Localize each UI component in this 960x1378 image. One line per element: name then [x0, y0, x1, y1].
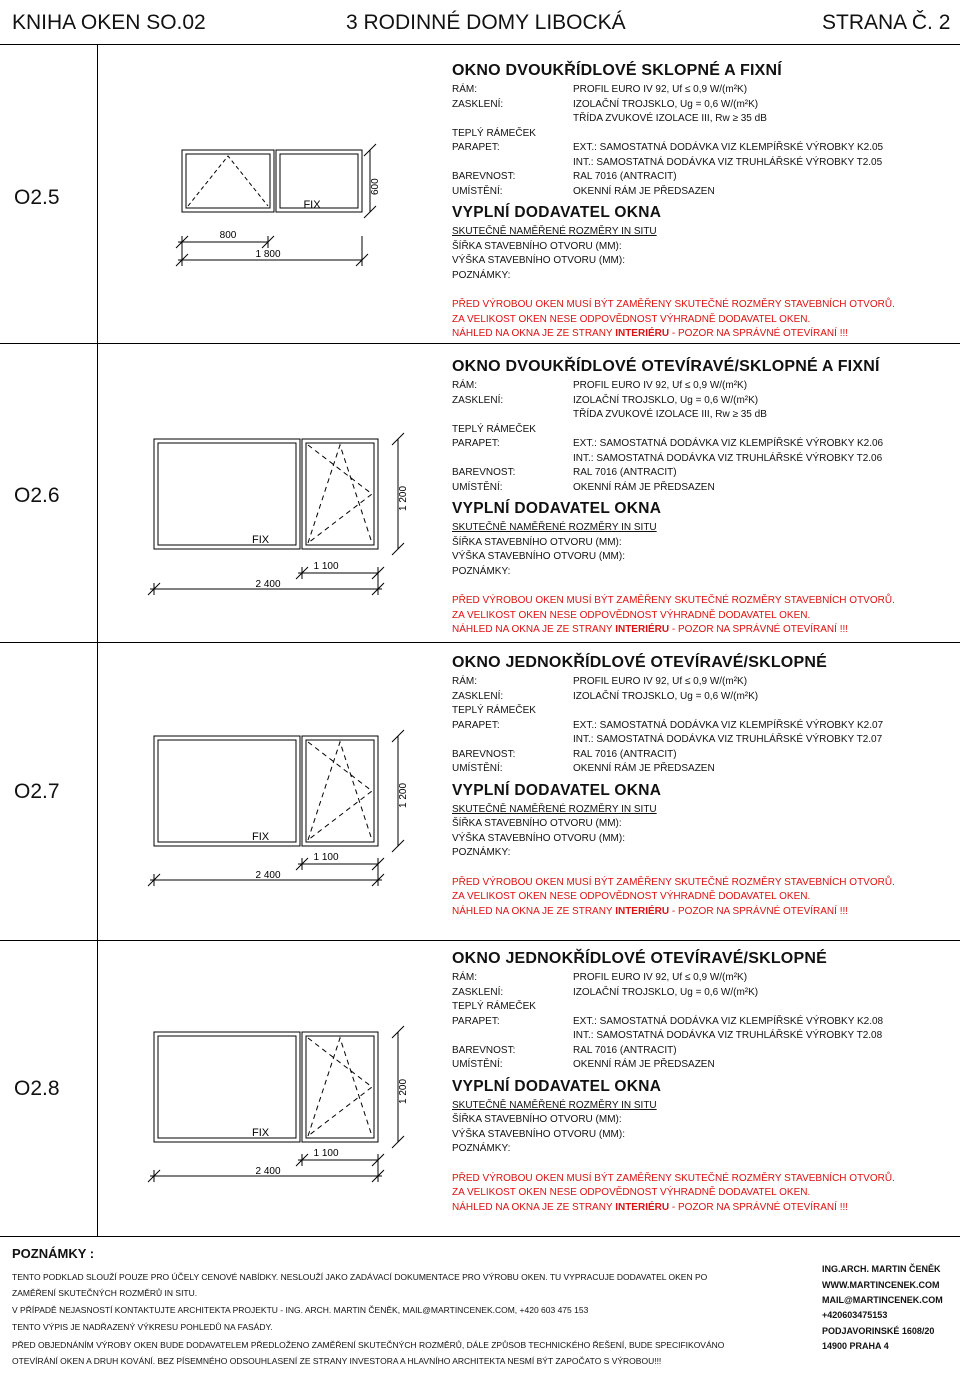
row-divider — [0, 343, 960, 344]
value-parapet-int: INT.: SAMOSTATNÁ DODÁVKA VIZ TRUHLÁŘSKÉ VÝROBKY T2.06 — [573, 452, 883, 464]
label-ram: RÁM: — [452, 676, 477, 687]
window-spec-o2-5 — [452, 62, 952, 342]
window-title: OKNO JEDNOKŘÍDLOVÉ OTEVÍRAVÉ/SKLOPNÉ — [452, 654, 827, 671]
value-umisteni: OKENNÍ RÁM JE PŘEDSAZEN — [573, 481, 715, 493]
footer-line: V PŘÍPADĚ NEJASNOSTÍ KONTAKTUJTE ARCHITEKTA PROJEKTU - ING. ARCH. MARTIN ČENĚK, MAIL@MARTINCENEK.COM, +420 603 475 153 — [12, 1305, 589, 1315]
label-ram: RÁM: — [452, 84, 477, 95]
skutecne-label: SKUTEČNĚ NAMĚŘENÉ ROZMĚRY IN SITU — [452, 226, 657, 237]
footer-line: TENTO PODKLAD SLOUŽÍ POUZE PRO ÚČELY CENOVÉ NABÍDKY. NESLOUŽÍ JAKO ZADÁVACÍ DOKUMENTACE PRO VÝROBU OKEN. TU VYPRACUJE DODAVATEL OKEN PO — [12, 1272, 708, 1282]
label-parapet: PARAPET: — [452, 142, 500, 153]
label-teply: TEPLÝ RÁMEČEK — [452, 1001, 536, 1012]
vyska-label: VÝŠKA STAVEBNÍHO OTVORU (MM): — [452, 255, 625, 266]
footer-line: PŘED OBJEDNÁNÍM VÝROBY OKEN BUDE DODAVATELEM PŘEDLOŽENO ZAMĚŘENÍ SKUTEČNÝCH ROZMĚRŮ, DÁLE ZPŮSOB TECHNICKÉHO ŘEŠENÍ, BUDE SPECIFIKOVÁNO — [12, 1340, 725, 1350]
dim-height: 600 — [370, 178, 381, 195]
label-barevnost: BAREVNOST: — [452, 171, 516, 182]
window-drawing-o2-8 — [98, 1018, 438, 1198]
value-barevnost: RAL 7016 (ANTRACIT) — [573, 1044, 677, 1056]
value-trida: TŘÍDA ZVUKOVÉ IZOLACE III, Rw ≥ 35 dB — [573, 113, 767, 124]
label-barevnost: BAREVNOST: — [452, 748, 516, 760]
vyplni-heading: VYPLNÍ DODAVATEL OKNA — [452, 1077, 662, 1095]
value-umisteni: OKENNÍ RÁM JE PŘEDSAZEN — [573, 1059, 715, 1070]
window-title: OKNO DVOUKŘÍDLOVÉ OTEVÍRAVÉ/SKLOPNÉ A FIXNÍ — [452, 358, 880, 375]
sirka-label: ŠÍŘKA STAVEBNÍHO OTVORU (MM): — [452, 240, 622, 252]
poznamky-label: POZNÁMKY: — [452, 565, 511, 577]
dim-height: 1 200 — [398, 485, 409, 511]
value-parapet-ext: EXT.: SAMOSTATNÁ DODÁVKA VIZ KLEMPÍŘSKÉ VÝROBKY K2.08 — [573, 1015, 884, 1027]
vyska-label: VÝŠKA STAVEBNÍHO OTVORU (MM): — [452, 551, 625, 562]
warning-note-1: PŘED VÝROBOU OKEN MUSÍ BÝT ZAMĚŘENY SKUTEČNÉ ROZMĚRY STAVEBNÍCH OTVORŮ. — [452, 876, 895, 888]
document-title: KNIHA OKEN SO.02 — [12, 11, 206, 34]
value-parapet-ext: EXT.: SAMOSTATNÁ DODÁVKA VIZ KLEMPÍŘSKÉ VÝROBKY K2.06 — [573, 438, 884, 449]
value-ram: PROFIL EURO IV 92, Uf ≤ 0,9 W/(m²K) — [573, 84, 748, 95]
value-barevnost: RAL 7016 (ANTRACIT) — [573, 171, 677, 182]
architect-website: WWW.MARTINCENEK.COM — [822, 1280, 940, 1290]
warning-note-1: PŘED VÝROBOU OKEN MUSÍ BÝT ZAMĚŘENY SKUTEČNÉ ROZMĚRY STAVEBNÍCH OTVORŮ. — [452, 299, 895, 310]
label-parapet: PARAPET: — [452, 1015, 500, 1027]
dim-part: 1 100 — [313, 852, 339, 863]
dim-total: 2 400 — [255, 579, 281, 590]
warning-note-3: NÁHLED NA OKNA JE ZE STRANY INTERIÉRU - POZOR NA SPRÁVNÉ OTEVÍRANÍ !!! — [452, 905, 849, 917]
window-code: O2.8 — [14, 1077, 60, 1100]
page-header — [0, 0, 960, 45]
value-zasklení: IZOLAČNÍ TROJSKLO, Ug = 0,6 W/(m²K) — [573, 98, 759, 110]
label-umisteni: UMÍSTĚNÍ: — [452, 185, 503, 197]
label-zasklení: ZASKLENÍ: — [452, 394, 504, 406]
row-divider — [0, 940, 960, 941]
dim-total: 2 400 — [255, 870, 281, 881]
window-code: O2.5 — [14, 186, 60, 209]
warning-note-1: PŘED VÝROBOU OKEN MUSÍ BÝT ZAMĚŘENY SKUTEČNÉ ROZMĚRY STAVEBNÍCH OTVORŮ. — [452, 595, 895, 606]
value-zasklení: IZOLAČNÍ TROJSKLO, Ug = 0,6 W/(m²K) — [573, 690, 759, 702]
value-parapet-int: INT.: SAMOSTATNÁ DODÁVKA VIZ TRUHLÁŘSKÉ VÝROBKY T2.05 — [573, 156, 883, 168]
value-parapet-int: INT.: SAMOSTATNÁ DODÁVKA VIZ TRUHLÁŘSKÉ VÝROBKY T2.07 — [573, 734, 883, 745]
label-barevnost: BAREVNOST: — [452, 467, 516, 478]
warning-note-1: PŘED VÝROBOU OKEN MUSÍ BÝT ZAMĚŘENY SKUTEČNÉ ROZMĚRY STAVEBNÍCH OTVORŮ. — [452, 1172, 895, 1184]
window-code: O2.7 — [14, 780, 60, 803]
value-barevnost: RAL 7016 (ANTRACIT) — [573, 467, 677, 478]
dim-total: 2 400 — [255, 1166, 281, 1177]
value-barevnost: RAL 7016 (ANTRACIT) — [573, 748, 677, 760]
sirka-label: ŠÍŘKA STAVEBNÍHO OTVORU (MM): — [452, 536, 622, 548]
label-zasklení: ZASKLENÍ: — [452, 690, 504, 702]
window-drawing-o2-7 — [98, 722, 438, 902]
dim-part: 800 — [219, 230, 237, 241]
poznamky-label: POZNÁMKY: — [452, 847, 511, 858]
window-drawing-o2-6 — [98, 425, 438, 605]
warning-note-2: ZA VELIKOST OKEN NESE ODPOVĚDNOST VÝHRADNĚ DODAVATEL OKEN. — [452, 1187, 811, 1198]
warning-note-3: NÁHLED NA OKNA JE ZE STRANY INTERIÉRU - POZOR NA SPRÁVNÉ OTEVÍRANÍ !!! — [452, 328, 849, 339]
warning-note-3: NÁHLED NA OKNA JE ZE STRANY INTERIÉRU - POZOR NA SPRÁVNÉ OTEVÍRANÍ !!! — [452, 624, 849, 635]
value-ram: PROFIL EURO IV 92, Uf ≤ 0,9 W/(m²K) — [573, 972, 748, 983]
vyplni-heading: VYPLNÍ DODAVATEL OKNA — [452, 781, 662, 799]
label-teply: TEPLÝ RÁMEČEK — [452, 705, 536, 716]
dim-height: 1 200 — [398, 1078, 409, 1104]
value-umisteni: OKENNÍ RÁM JE PŘEDSAZEN — [573, 763, 715, 774]
vyska-label: VÝŠKA STAVEBNÍHO OTVORU (MM): — [452, 1128, 625, 1140]
project-name: 3 RODINNÉ DOMY LIBOCKÁ — [346, 11, 626, 34]
vyplni-heading: VYPLNÍ DODAVATEL OKNA — [452, 500, 662, 517]
dim-part: 1 100 — [313, 561, 339, 572]
row-divider — [0, 642, 960, 643]
window-spec-o2-7 — [452, 654, 952, 919]
value-parapet-int: INT.: SAMOSTATNÁ DODÁVKA VIZ TRUHLÁŘSKÉ VÝROBKY T2.08 — [573, 1030, 883, 1041]
window-drawing-o2-5 — [98, 120, 438, 270]
poznamky-label: POZNÁMKY: — [452, 269, 511, 281]
label-ram: RÁM: — [452, 972, 477, 983]
skutecne-label: SKUTEČNĚ NAMĚŘENÉ ROZMĚRY IN SITU — [452, 522, 657, 533]
value-trida: TŘÍDA ZVUKOVÉ IZOLACE III, Rw ≥ 35 dB — [573, 409, 767, 420]
warning-note-2: ZA VELIKOST OKEN NESE ODPOVĚDNOST VÝHRADNĚ DODAVATEL OKEN. — [452, 609, 811, 621]
footer-notes — [0, 1236, 960, 1378]
footer-line: OTEVÍRÁNÍ OKEN A DRUH KOVÁNÍ. BEZ PÍSEMNÉHO ODSOUHLASENÍ ZE STRANY INVESTORA A HLAVNÍHO ARCHITEKTA NESMÍ BÝT ZAPOČATO S VÝROBOU!!! — [12, 1356, 662, 1366]
label-barevnost: BAREVNOST: — [452, 1044, 516, 1056]
dim-part: 1 100 — [313, 1148, 339, 1159]
label-umisteni: UMÍSTĚNÍ: — [452, 481, 503, 493]
value-zasklení: IZOLAČNÍ TROJSKLO, Ug = 0,6 W/(m²K) — [573, 986, 759, 998]
fix-label: FIX — [252, 831, 270, 843]
skutecne-label: SKUTEČNĚ NAMĚŘENÉ ROZMĚRY IN SITU — [452, 1099, 657, 1111]
dim-height: 1 200 — [398, 782, 409, 808]
value-zasklení: IZOLAČNÍ TROJSKLO, Ug = 0,6 W/(m²K) — [573, 394, 759, 406]
window-title: OKNO DVOUKŘÍDLOVÉ SKLOPNÉ A FIXNÍ — [452, 62, 782, 79]
vyplni-heading: VYPLNÍ DODAVATEL OKNA — [452, 204, 662, 221]
footer-title: POZNÁMKY : — [12, 1246, 95, 1261]
value-parapet-ext: EXT.: SAMOSTATNÁ DODÁVKA VIZ KLEMPÍŘSKÉ VÝROBKY K2.07 — [573, 719, 884, 731]
warning-note-3: NÁHLED NA OKNA JE ZE STRANY INTERIÉRU - POZOR NA SPRÁVNÉ OTEVÍRANÍ !!! — [452, 1201, 849, 1213]
dim-total: 1 800 — [255, 249, 281, 260]
page-number: STRANA Č. 2 — [822, 11, 951, 34]
footer-line: TENTO VÝPIS JE NADŘAZENÝ VÝKRESU POHLEDŮ NA FASÁDY. — [12, 1322, 273, 1332]
architect-street: PODJAVORINSKÉ 1608/20 — [822, 1326, 935, 1336]
architect-name: ING.ARCH. MARTIN ČENĚK — [822, 1264, 941, 1274]
fix-label: FIX — [303, 199, 321, 211]
label-teply: TEPLÝ RÁMEČEK — [452, 423, 536, 435]
label-teply: TEPLÝ RÁMEČEK — [452, 127, 536, 139]
footer-line: ZAMĚŘENÍ SKUTEČNÝCH ROZMĚRŮ IN SITU. — [12, 1288, 198, 1298]
warning-note-2: ZA VELIKOST OKEN NESE ODPOVĚDNOST VÝHRADNĚ DODAVATEL OKEN. — [452, 891, 811, 902]
window-spec-o2-8 — [452, 950, 952, 1215]
value-parapet-ext: EXT.: SAMOSTATNÁ DODÁVKA VIZ KLEMPÍŘSKÉ VÝROBKY K2.05 — [573, 142, 884, 153]
poznamky-label: POZNÁMKY: — [452, 1143, 511, 1154]
fix-label: FIX — [252, 1127, 270, 1139]
value-ram: PROFIL EURO IV 92, Uf ≤ 0,9 W/(m²K) — [573, 380, 748, 391]
window-title: OKNO JEDNOKŘÍDLOVÉ OTEVÍRAVÉ/SKLOPNÉ — [452, 950, 827, 967]
sirka-label: ŠÍŘKA STAVEBNÍHO OTVORU (MM): — [452, 1114, 622, 1125]
label-zasklení: ZASKLENÍ: — [452, 986, 504, 998]
sirka-label: ŠÍŘKA STAVEBNÍHO OTVORU (MM): — [452, 818, 622, 829]
skutecne-label: SKUTEČNĚ NAMĚŘENÉ ROZMĚRY IN SITU — [452, 803, 657, 815]
architect-phone: +420603475153 — [822, 1310, 888, 1320]
warning-note-2: ZA VELIKOST OKEN NESE ODPOVĚDNOST VÝHRADNĚ DODAVATEL OKEN. — [452, 313, 811, 325]
label-ram: RÁM: — [452, 380, 477, 391]
fix-label: FIX — [252, 534, 270, 546]
architect-city: 14900 PRAHA 4 — [822, 1341, 889, 1351]
label-parapet: PARAPET: — [452, 438, 500, 449]
label-umisteni: UMÍSTĚNÍ: — [452, 1059, 503, 1070]
window-code: O2.6 — [14, 484, 60, 507]
value-ram: PROFIL EURO IV 92, Uf ≤ 0,9 W/(m²K) — [573, 676, 748, 687]
value-umisteni: OKENNÍ RÁM JE PŘEDSAZEN — [573, 185, 715, 197]
architect-email: MAIL@MARTINCENEK.COM — [822, 1295, 943, 1305]
window-spec-o2-6 — [452, 358, 952, 638]
label-umisteni: UMÍSTĚNÍ: — [452, 763, 503, 774]
label-zasklení: ZASKLENÍ: — [452, 98, 504, 110]
vyska-label: VÝŠKA STAVEBNÍHO OTVORU (MM): — [452, 832, 625, 844]
label-parapet: PARAPET: — [452, 719, 500, 731]
